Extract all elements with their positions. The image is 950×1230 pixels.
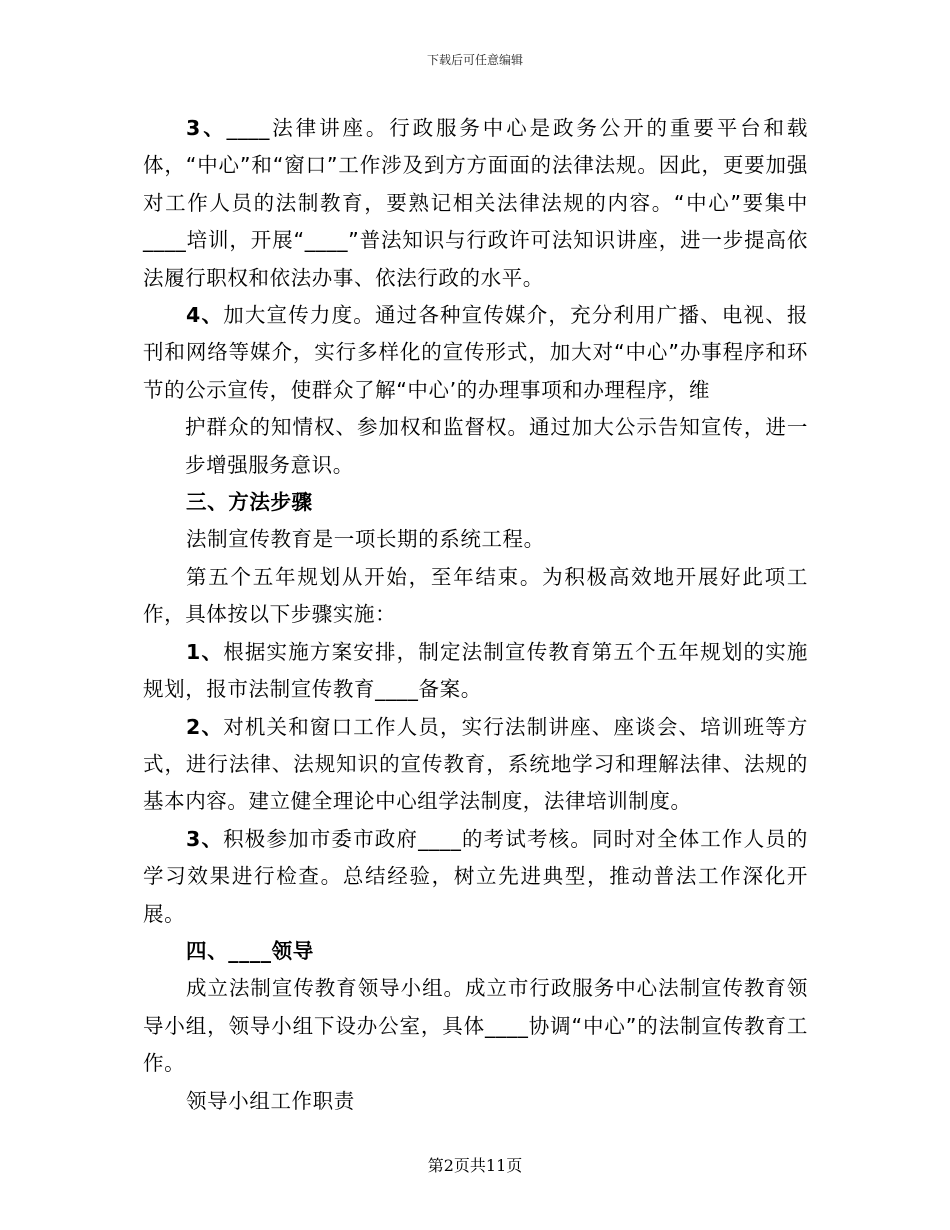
paragraph: [143, 634, 808, 709]
section-heading: 四、____领导: [186, 938, 314, 963]
document-body: [143, 110, 808, 1120]
paragraph: 第五个五年规划从开始，至年结束。为积极高效地开展好此项工作，具体按以下步骤实施：: [143, 564, 808, 627]
list-number: 3、: [186, 116, 227, 140]
list-number: 1、: [186, 639, 224, 664]
paragraph: [143, 409, 808, 484]
list-number: 3、: [186, 826, 224, 851]
paragraph-text: 积极参加市委市政府____的考试考核。同时对全体工作人员的学习效果进行检查。总结经验，树立先进典型，推动普法工作深化开展。: [143, 826, 809, 926]
paragraph-text: 根据实施方案安排，制定法制宣传教育第五个五年规划的实施规划，报市法制宣传教育____备案。: [143, 639, 809, 702]
paragraph-text: 护群众的知情权、参加权和监督权。通过加大公示告知宣传，进一步增强服务意识。: [185, 415, 808, 477]
page-footer: 第2页共11页: [427, 1156, 523, 1175]
list-number: 4、: [186, 303, 224, 328]
paragraph: 法制宣传教育是一项长期的系统工程。: [186, 527, 545, 552]
paragraph: 领导小组工作职责: [186, 1088, 355, 1113]
section-heading: 三、方法步骤: [186, 490, 313, 515]
paragraph: [143, 297, 808, 409]
paragraph: [143, 110, 808, 297]
paragraph-text: ____法律讲座。行政服务中心是政务公开的重要平台和载体，“中心”和“窗口”工作涉及到方方面面的法律法规。因此，更要加强对工作人员的法制教育，要熟记相关法律法规的内容。“中心”要集中____培训，开展“____”普法知识与行政许可法知识讲座，进一步提高依法履行职权和依法办事、依法行政的水平。: [143, 116, 808, 290]
paragraph: [143, 709, 808, 821]
list-number: 2、: [186, 714, 224, 739]
paragraph-text: 对机关和窗口工作人员，实行法制讲座、座谈会、培训班等方式，进行法律、法规知识的宣传教育，系统地学习和理解法律、法规的基本内容。建立健全理论中心组学法制度，法律培训制度。: [143, 714, 809, 814]
paragraph: [143, 821, 808, 933]
paragraph-text: 加大宣传力度。通过各种宣传媒介，充分利用广播、电视、报刊和网络等媒介，实行多样化的宣传形式，加大对“中心”办事程序和环节的公示宣传，使群众了解“中心’的办理事项和办理程序，维: [143, 303, 809, 402]
page-header: 下载后可任意编辑: [426, 53, 523, 67]
paragraph: 成立法制宣传教育领导小组。成立市行政服务中心法制宣传教育领导小组，领导小组下设办公室，具体____协调“中心”的法制宣传教育工作。: [143, 976, 808, 1076]
